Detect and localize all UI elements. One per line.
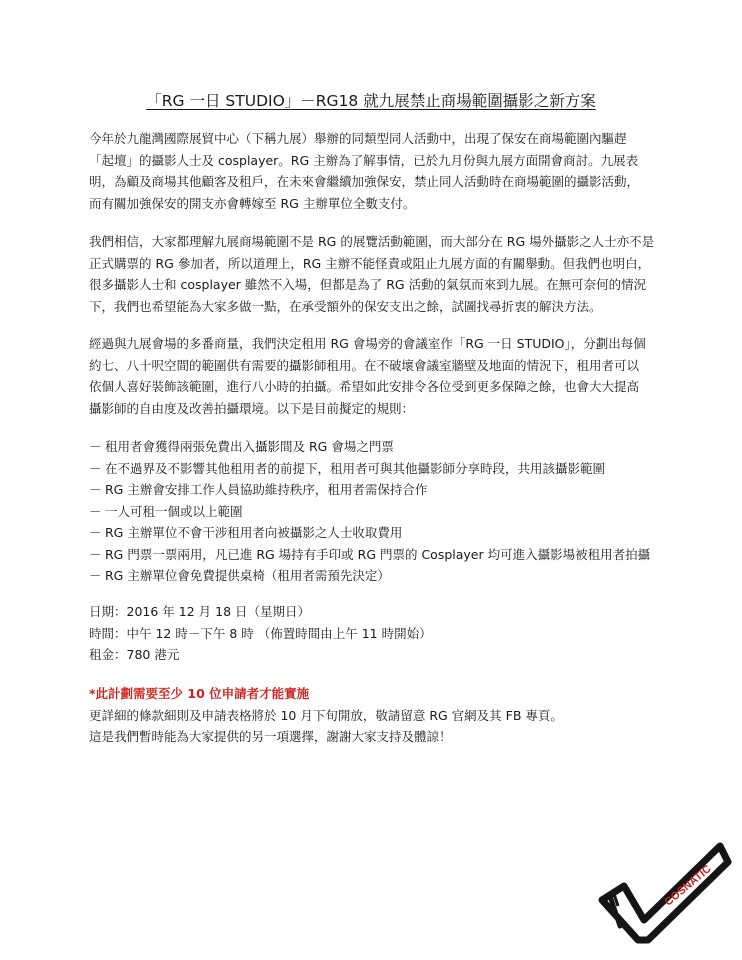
paragraph-3 [89,333,669,419]
rule-dash: － [89,439,102,454]
rule-text: 一人可租一個或以上範圍 [105,503,243,519]
minimum-applicants-warning: *此計劃需要至少 10 位申請者才能實施 [89,686,310,701]
rule-item [89,479,669,501]
rules-list [89,436,669,587]
rule-text: RG 主辦會安排工作人員協助維持秩序，租用者需保持合作 [105,482,428,497]
thanks-note: 這是我們暫時能為大家提供的另一項選擇，謝謝大家支持及體諒！ [89,729,452,744]
paragraph-1 [89,128,669,214]
paragraph-line: 「起壇」的攝影人士及 cosplayer。RG 主辦為了解事情，已於九月份與九展方面開會商討。九展表 [89,152,639,168]
paragraph-line: 明，為顧及商場其他顧客及租戶，在未來會繼續加強保安，禁止同人活動時在商場範圍的攝影活動， [89,174,640,189]
paragraph-line: 經過與九展會場的多番商量，我們決定租用 RG 會場旁的會議室作「RG 一日 STUDIO」，分劃出每個 [89,336,646,351]
rule-item [89,458,669,480]
paragraph-line: 下，我們也希望能為大家多做一點，在承受額外的保安支出之餘，試圖找尋折衷的解決方法。 [89,298,602,314]
event-time: 時間：中午 12 時－下午 8 時 （佈置時間由上午 11 時開始） [89,625,432,641]
rule-item [89,522,669,544]
document-title-text: 「RG 一日 STUDIO」－RG18 就九展禁止商場範圍攝影之新方案 [146,92,596,110]
rule-item [89,436,669,458]
paragraph-line: 約七、八十呎空間的範圍供有需要的攝影師租用。在不破壞會議室牆壁及地面的情況下，租用者可以 [89,357,640,373]
paragraph-line: 今年於九龍灣國際展貿中心（下稱九展）舉辦的同類型同人活動中，出現了保安在商場範圍內驅趕 [89,131,627,146]
notice-block [89,683,669,748]
rule-dash: － [89,546,102,562]
rule-dash: － [89,482,102,497]
rule-text: RG 主辦單位不會干涉租用者向被攝影之人士收取費用 [105,525,403,540]
paragraph-2 [89,231,669,317]
rule-item [89,501,669,523]
document-title [0,91,742,111]
rule-text: RG 門票一票兩用，凡已進 RG 場持有手印或 RG 門票的 Cosplayer 均可進入攝影場被租用者拍攝 [105,546,651,562]
paragraph-line: 攝影師的自由度及改善拍攝環境。以下是目前擬定的規則： [89,400,415,416]
application-info: 更詳細的條款細則及申請表格將於 10 月下旬開放，敬請留意 RG 官網及其 FB 專頁。 [89,707,563,723]
paragraph-line: 依個人喜好裝飾該範圍，進行八小時的拍攝。希望如此安排令各位受到更多保障之餘，也會大大提高 [89,379,640,394]
rule-dash: － [89,503,102,519]
paragraph-line: 很多攝影人士和 cosplayer 雖然不入場，但都是為了 RG 活動的氣氛而來到九展。在無可奈何的情況 [89,277,647,292]
rule-text: 租用者會獲得兩張免費出入攝影間及 RG 會場之門票 [105,439,394,454]
paragraph-line: 我們相信，大家都理解九展商場範圍不是 RG 的展覽活動範圍，而大部分在 RG 場外攝影之人士亦不是 [89,234,655,249]
cosnatic-watermark-icon [594,816,734,944]
event-details [89,601,669,666]
rule-dash: － [89,568,102,583]
event-date: 日期：2016 年 12 月 18 日（星期日） [89,604,310,619]
rule-item [89,544,669,566]
paragraph-line: 正式購票的 RG 參加者，所以道理上，RG 主辦不能怪責或阻止九展方面的有關舉動。但我們也明白， [89,255,651,271]
paragraph-line: 而有關加強保安的開支亦會轉嫁至 RG 主辦單位全數支付。 [89,195,416,211]
event-fee: 租金：780 港元 [89,647,180,662]
rule-text: 在不過界及不影響其他租用者的前提下，租用者可與其他攝影師分享時段，共用該攝影範圍 [105,460,606,476]
watermark-text: COSNATIC [662,862,714,909]
rule-dash: － [89,525,102,540]
rule-dash: － [89,460,102,476]
rule-text: RG 主辦單位會免費提供桌椅（租用者需預先決定） [105,568,390,583]
rule-item [89,565,669,587]
